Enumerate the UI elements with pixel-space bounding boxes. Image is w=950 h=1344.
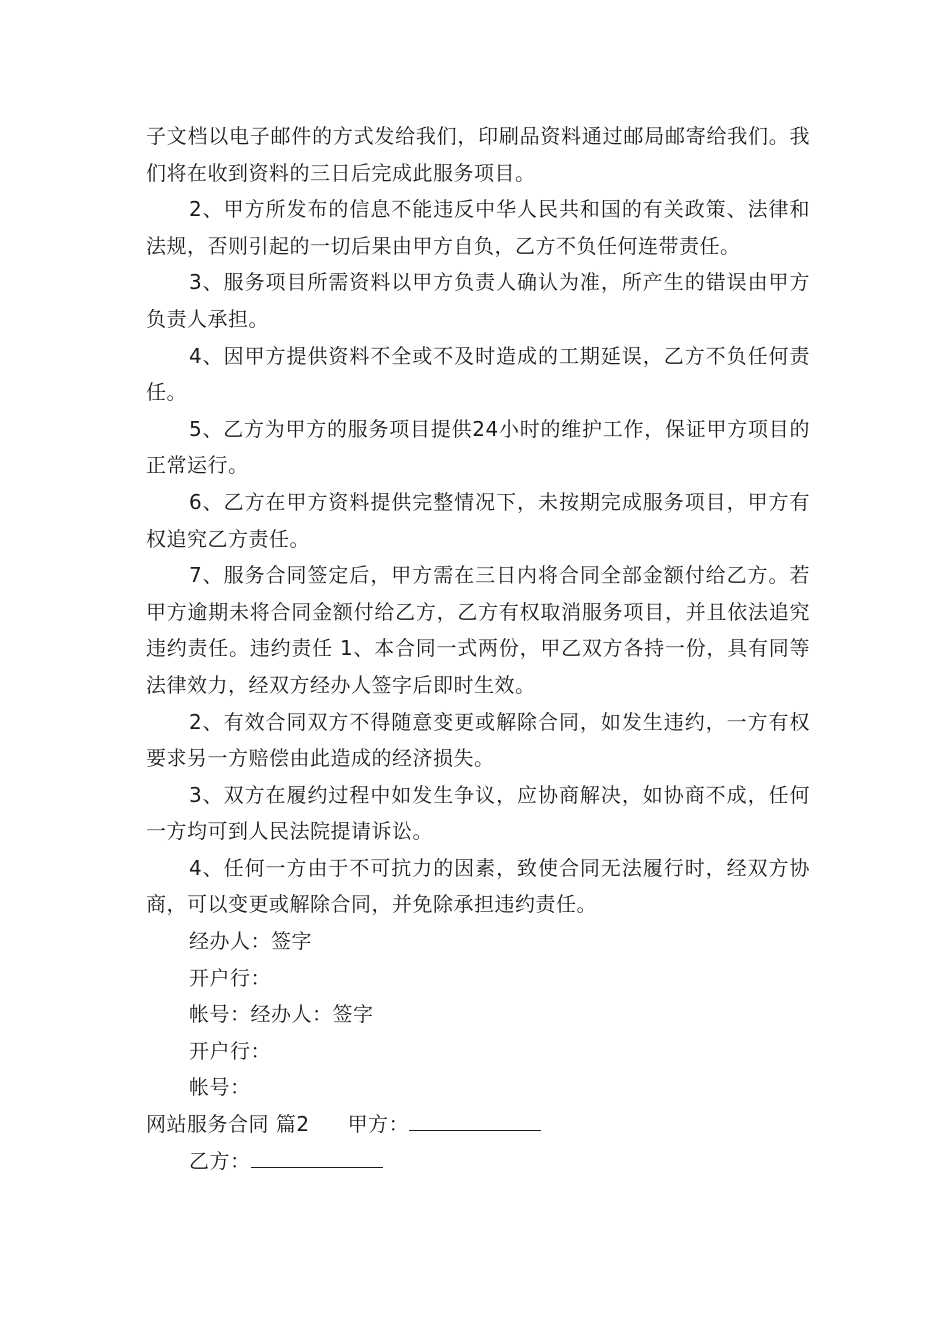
next-contract-heading: 网站服务合同 篇2 bbox=[146, 1112, 310, 1137]
signature-account-agent-2: 帐号：经办人：签字 bbox=[189, 1002, 374, 1027]
paragraph-clause-2: 2、甲方所发布的信息不能违反中华人民共和国的有关政策、法律和法规，否则引起的一切后果由甲方自负，乙方不负任何连带责任。 bbox=[146, 197, 810, 258]
signature-bank-2: 开户行： bbox=[189, 1038, 271, 1063]
contract-body bbox=[146, 118, 810, 1179]
paragraph-clause-7: 7、服务合同签定后，甲方需在三日内将合同全部金额付给乙方。若甲方逾期未将合同金额付给乙方，乙方有权取消服务项目，并且依法追究违约责任。违约责任 1、本合同一式两份，甲乙双方各持一份，具有同等法律效力，经双方经办人签字后即时生效。 bbox=[146, 563, 810, 697]
paragraph-breach-4: 4、任何一方由于不可抗力的因素，致使合同无法履行时，经双方协商，可以变更或解除合同，并免除承担违约责任。 bbox=[146, 855, 810, 917]
party-a-blank bbox=[409, 1110, 541, 1131]
party-a-label: 甲方： bbox=[347, 1112, 410, 1137]
signature-bank-1: 开户行： bbox=[189, 965, 271, 990]
signature-account-2: 帐号： bbox=[189, 1075, 251, 1100]
paragraph-clause-4: 4、因甲方提供资料不全或不及时造成的工期延误，乙方不负任何责任。 bbox=[146, 343, 810, 405]
paragraph-0: 子文档以电子邮件的方式发给我们，印刷品资料通过邮局邮寄给我们。我们将在收到资料的三日后完成此服务项目。 bbox=[146, 124, 810, 185]
next-contract-heading-line bbox=[146, 1106, 810, 1143]
party-b-blank bbox=[251, 1147, 383, 1168]
paragraph-clause-5: 5、乙方为甲方的服务项目提供24小时的维护工作，保证甲方项目的正常运行。 bbox=[146, 416, 810, 478]
paragraph-clause-6: 6、乙方在甲方资料提供完整情况下，未按期完成服务项目，甲方有权追究乙方责任。 bbox=[146, 489, 810, 551]
party-b-label: 乙方： bbox=[189, 1148, 251, 1173]
paragraph-breach-3: 3、双方在履约过程中如发生争议，应协商解决，如协商不成，任何一方均可到人民法院提请诉讼。 bbox=[146, 782, 810, 844]
party-b-line bbox=[146, 1143, 810, 1180]
signature-agent-1: 经办人：签字 bbox=[189, 929, 312, 954]
paragraph-clause-3: 3、服务项目所需资料以甲方负责人确认为准，所产生的错误由甲方负责人承担。 bbox=[146, 270, 810, 331]
paragraph-breach-2: 2、有效合同双方不得随意变更或解除合同，如发生违约，一方有权要求另一方赔偿由此造成的经济损失。 bbox=[146, 709, 810, 771]
